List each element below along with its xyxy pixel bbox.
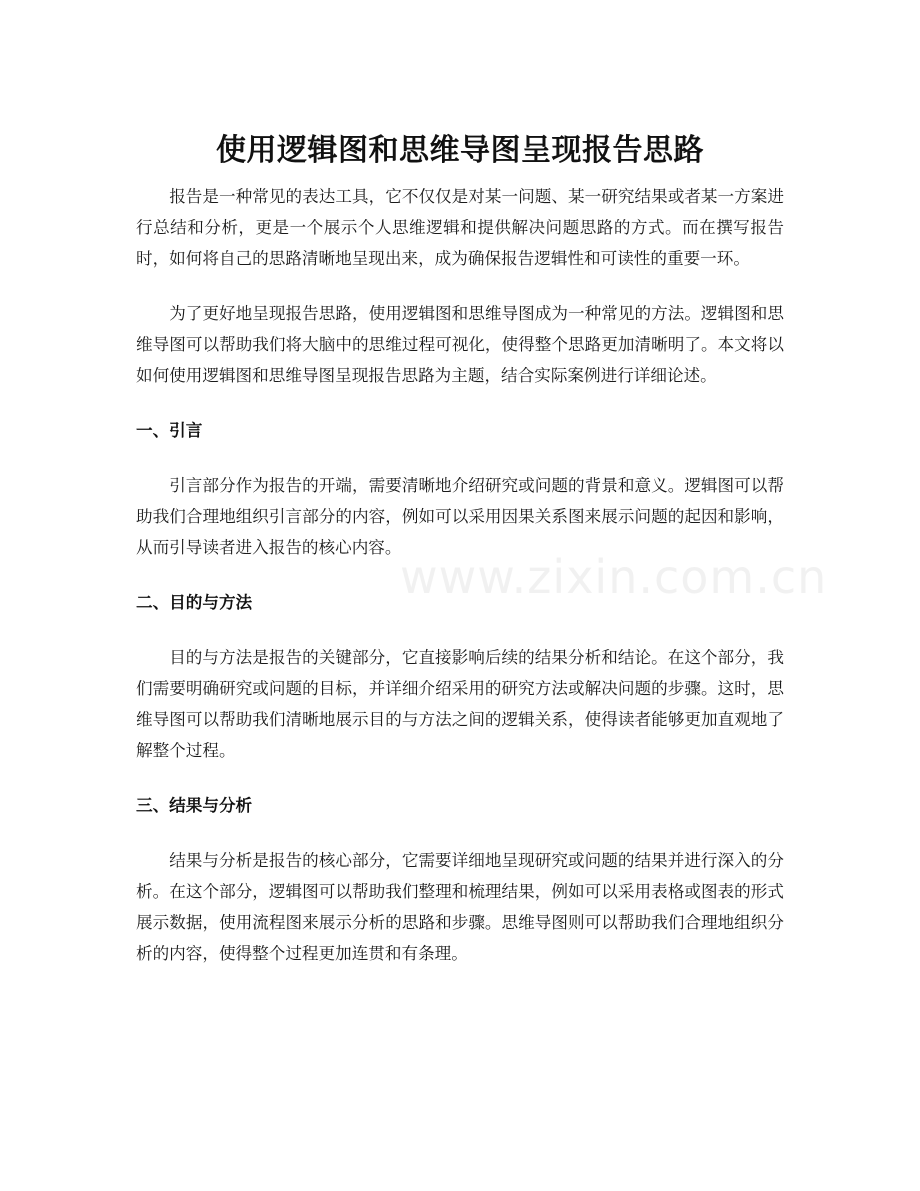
document-body (136, 181, 784, 969)
section-paragraph-results-analysis: 结果与分析是报告的核心部分，它需要详细地呈现研究或问题的结果并进行深入的分析。在这个部分，逻辑图可以帮助我们整理和梳理结果，例如可以采用表格或图表的形式展示数据，使用流程图来展示分析的思路和步骤。思维导图则可以帮助我们合理地组织分析的内容，使得整个过程更加连贯和有条理。 (136, 851, 784, 963)
watermark: www.zixin.com.cn (400, 550, 828, 604)
section-paragraph-introduction: 引言部分作为报告的开端，需要清晰地介绍研究或问题的背景和意义。逻辑图可以帮助我们合理地组织引言部分的内容，例如可以采用因果关系图来展示问题的起因和影响，从而引导读者进入报告的核心内容。 (136, 476, 784, 557)
intro-paragraph-1: 报告是一种常见的表达工具，它不仅仅是对某一问题、某一研究结果或者某一方案进行总结和分析，更是一个展示个人思维逻辑和提供解决问题思路的方式。而在撰写报告时，如何将自己的思路清晰地呈现出来，成为确保报告逻辑性和可读性的重要一环。 (136, 187, 784, 268)
section-heading-results-analysis: 三、结果与分析 (136, 796, 253, 815)
page-title: 使用逻辑图和思维导图呈现报告思路 (216, 133, 704, 169)
intro-paragraph-2: 为了更好地呈现报告思路，使用逻辑图和思维导图成为一种常见的方法。逻辑图和思维导图可以帮助我们将大脑中的思维过程可视化，使得整个思路更加清晰明了。本文将以如何使用逻辑图和思维导图呈现报告思路为主题，结合实际案例进行详细论述。 (136, 304, 784, 385)
section-heading-introduction: 一、引言 (136, 421, 203, 440)
section-paragraph-purpose-method: 目的与方法是报告的关键部分，它直接影响后续的结果分析和结论。在这个部分，我们需要明确研究或问题的目标，并详细介绍采用的研究方法或解决问题的步骤。这时，思维导图可以帮助我们清晰地展示目的与方法之间的逻辑关系，使得读者能够更加直观地了解整个过程。 (136, 648, 784, 760)
section-heading-purpose-method: 二、目的与方法 (136, 593, 253, 612)
